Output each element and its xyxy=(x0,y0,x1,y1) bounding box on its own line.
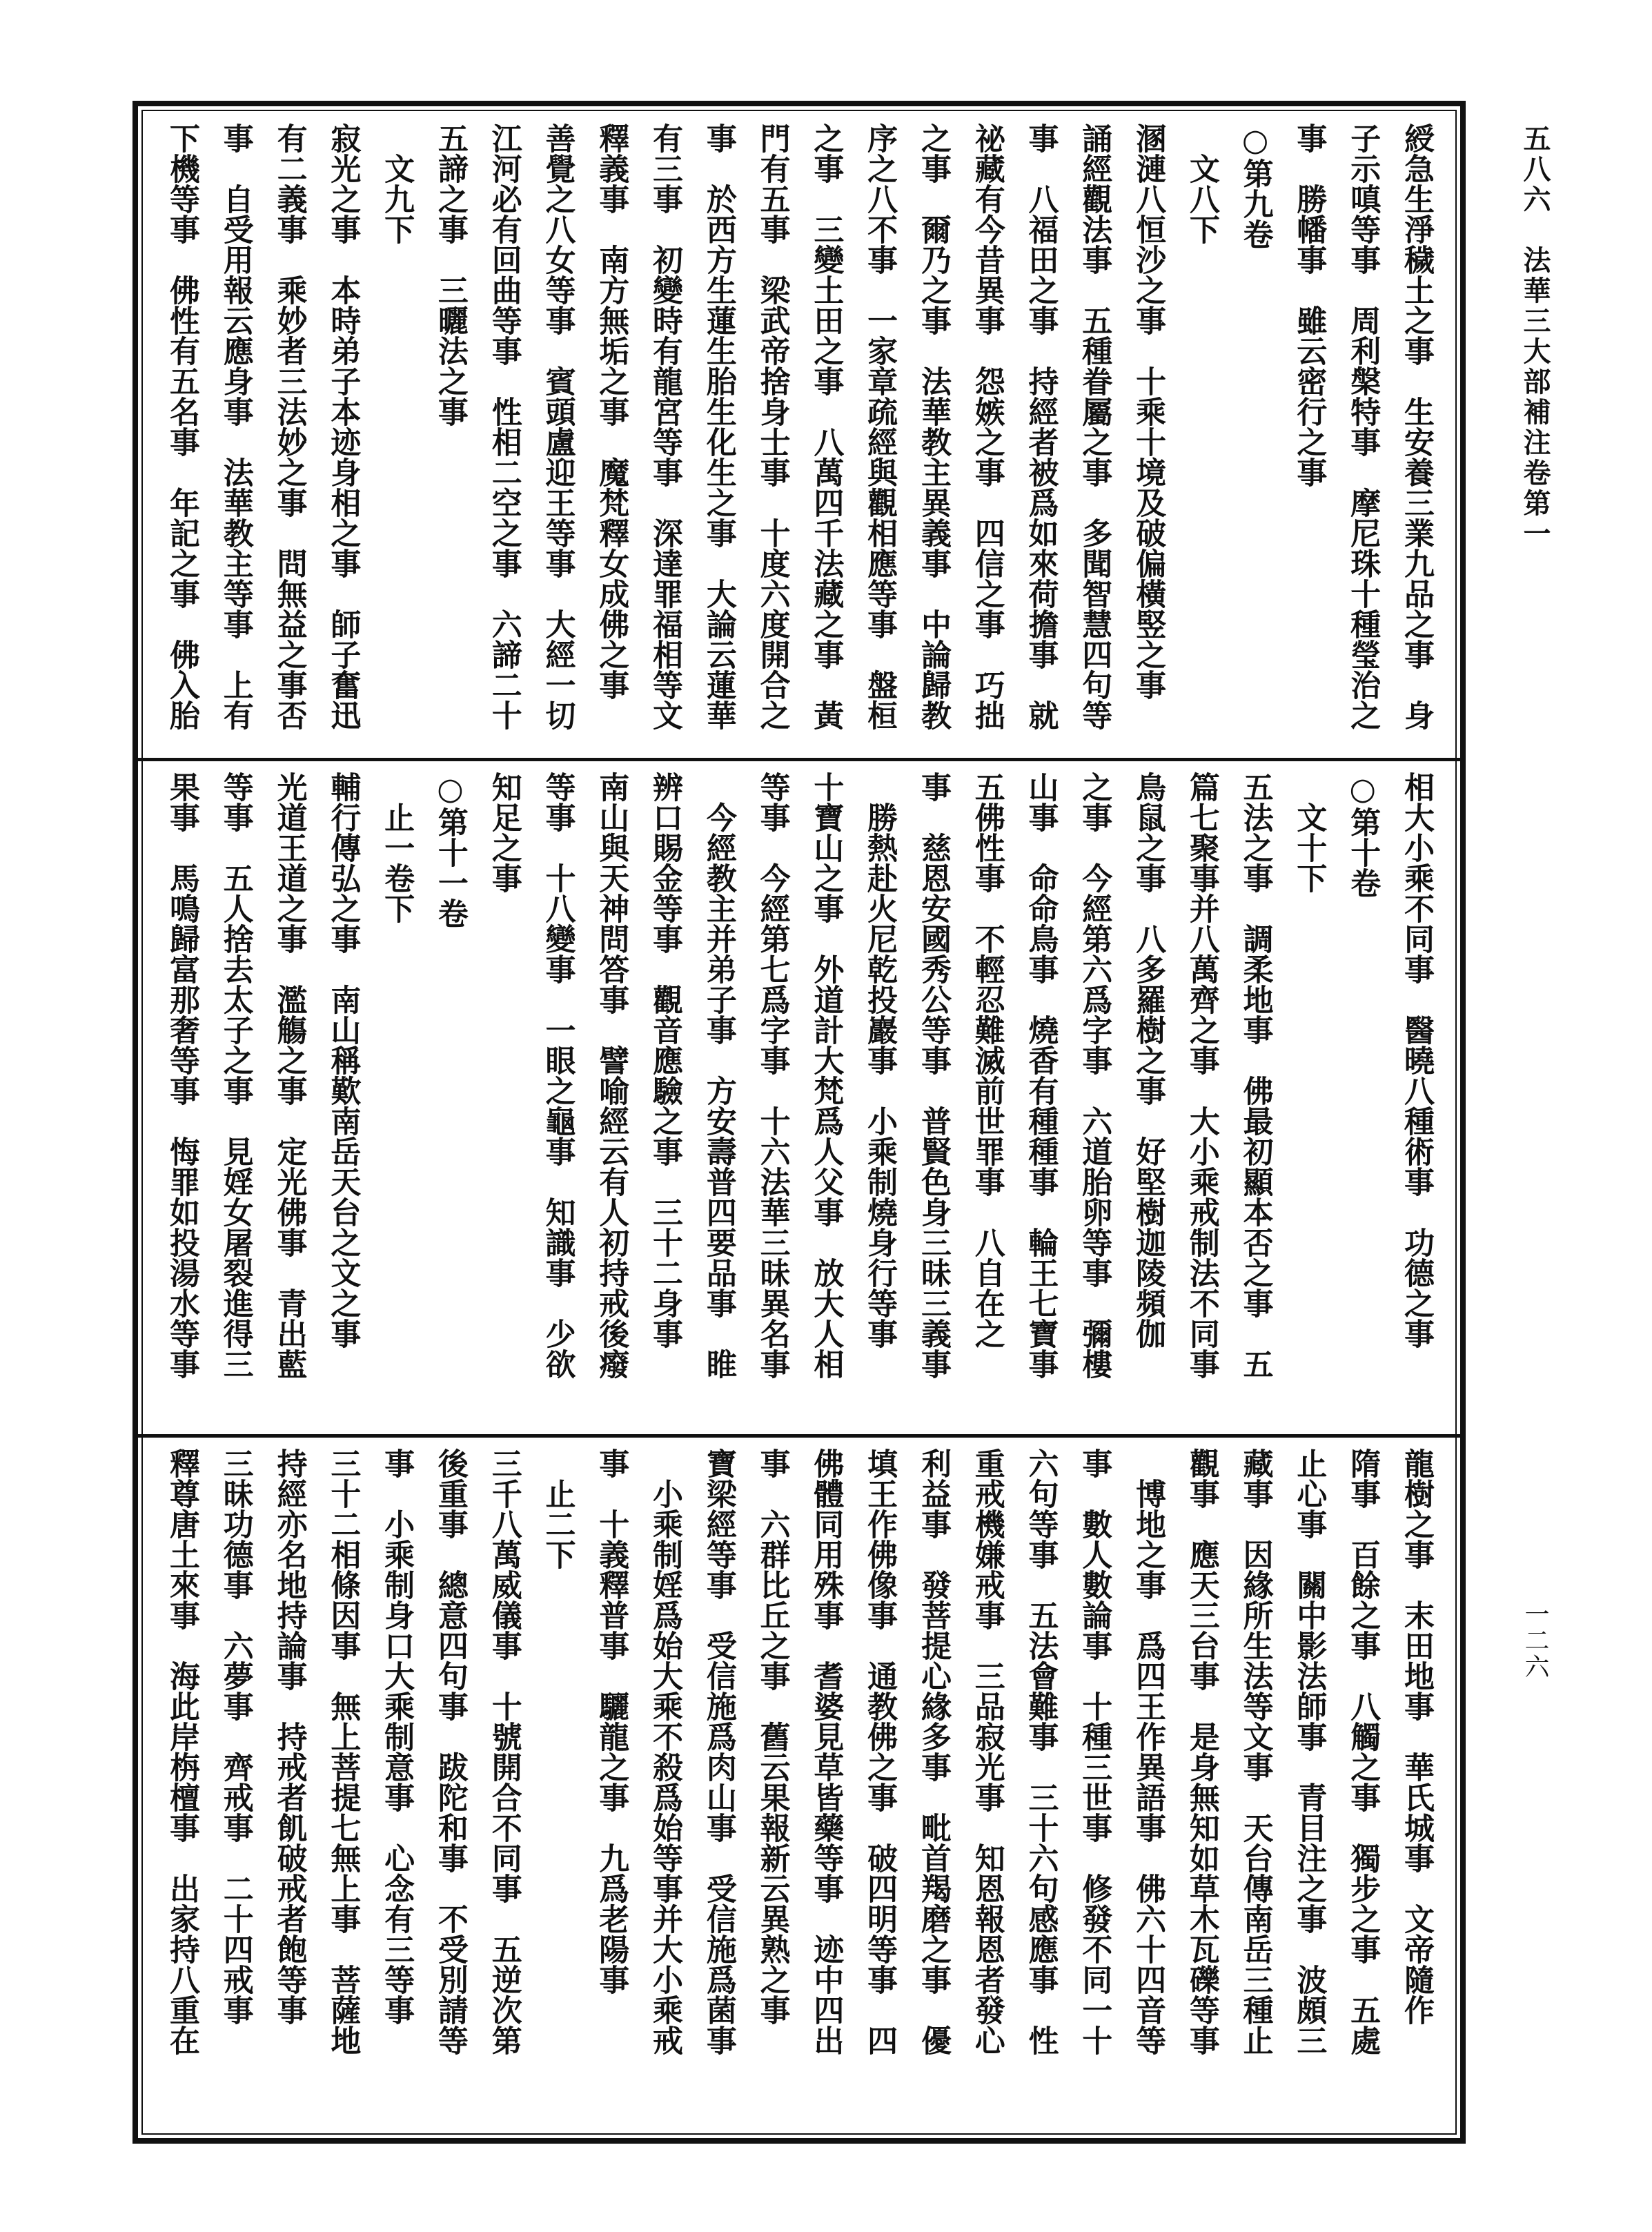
text-column: 等事 十八變事 一眼之龜事 知識事 少欲 xyxy=(540,772,576,1379)
text-column: 五法之事 調柔地事 佛最初顯本否之事 五 xyxy=(1237,772,1273,1379)
text-column: 重戒機嫌戒事 三品寂光事 知恩報恩者發心 xyxy=(969,1448,1005,2055)
text-column: 知足之事 xyxy=(486,772,522,893)
text-column: 有二義事 乘妙者三法妙之事 問無益之事否 xyxy=(271,123,307,730)
text-column: ○第十卷 xyxy=(1345,772,1381,898)
text-column: 文八下 xyxy=(1183,123,1219,244)
text-column: 果事 馬鳴歸富那奢等事 悔罪如投湯水等事 xyxy=(164,772,199,1379)
text-column: 寶梁經等事 受信施爲肉山事 受信施爲菌事 xyxy=(700,1448,736,2055)
text-column: 龍樹之事 末田地事 華氏城事 文帝隨作 xyxy=(1398,1448,1434,2025)
text-column: 事 小乘制身口大乘制意事 心念有三等事 xyxy=(379,1448,415,2025)
text-column: 文十下 xyxy=(1291,772,1327,893)
text-column: 篇七聚事并八萬齊之事 大小乘戒制法不同事 xyxy=(1183,772,1219,1379)
text-column: 南山與天神問答事 譬喻經云有人初持戒後癈 xyxy=(593,772,629,1379)
text-column: 之事 爾乃之事 法華教主異義事 中論歸教 xyxy=(915,123,951,730)
text-column: 止心事 關中影法師事 青目注之事 波頗三 xyxy=(1291,1448,1327,2055)
text-column: 相大小乘不同事 醫曉八種術事 功德之事 xyxy=(1398,772,1434,1349)
text-column: 等事 今經第七爲字事 十六法華三昧異名事 xyxy=(754,772,790,1379)
text-column: 藏事 因緣所生法等文事 天台傳南岳三種止 xyxy=(1237,1448,1273,2055)
text-column: 事 數人數論事 十種三世事 修發不同一十 xyxy=(1076,1448,1112,2055)
text-column: 隋事 百餘之事 八觸之事 獨步之事 五處 xyxy=(1345,1448,1381,2055)
running-header: 五八六 法華三大部補注卷第一 xyxy=(1519,124,1551,549)
text-column: 三千八萬威儀事 十號開合不同事 五逆次第 xyxy=(486,1448,522,2055)
text-column: 文九下 xyxy=(379,123,415,244)
text-panel-top xyxy=(155,123,1442,747)
text-column: ○第十一卷 xyxy=(432,772,468,928)
text-column: 門有五事 梁武帝捨身士事 十度六度開合之 xyxy=(754,123,790,730)
text-column: 序之八不事 一家章疏經與觀相應等事 盤桓 xyxy=(862,123,898,730)
text-column: 寂光之事 本時弟子本迹身相之事 師子奮迅 xyxy=(325,123,361,730)
text-column: 山事 命命鳥事 燒香有種種事 輪王七寶事 xyxy=(1023,772,1059,1379)
text-column: 之事 三變土田之事 八萬四千法藏之事 黃 xyxy=(808,123,844,730)
text-column: 事 六群比丘之事 舊云果報新云異熟之事 xyxy=(754,1448,790,2025)
text-column: 止一卷下 xyxy=(379,772,415,923)
text-column: 之事 今經第六爲字事 六道胎卵等事 彌樓 xyxy=(1076,772,1112,1379)
text-column: 六句等事 五法會難事 三十六句感應事 性 xyxy=(1023,1448,1059,2055)
text-column: 釋尊唐土來事 海此岸栴檀事 出家持八重在 xyxy=(164,1448,199,2055)
section-divider xyxy=(132,758,1466,761)
text-column: 江河必有回曲等事 性相二空之事 六諦二十 xyxy=(486,123,522,730)
text-column: 辨口賜金等事 觀音應驗之事 三十二身事 xyxy=(647,772,683,1349)
text-column: 事 自受用報云應身事 法華教主等事 上有 xyxy=(217,123,253,730)
text-column: 佛體同用殊事 耆婆見草皆藥等事 迹中四出 xyxy=(808,1448,844,2055)
text-column: 持經亦名地持論事 持戒者飢破戒者飽等事 xyxy=(271,1448,307,2025)
text-column: 善覺之八女等事 賓頭盧迎王等事 大經一切 xyxy=(540,123,576,730)
text-panel-middle xyxy=(155,772,1442,1424)
text-column: 觀事 應天三台事 是身無知如草木瓦礫等事 xyxy=(1183,1448,1219,2055)
page-number: 一二六 xyxy=(1521,1601,1549,1680)
text-column: 綬急生淨穢土之事 生安養三業九品之事 身 xyxy=(1398,123,1434,730)
text-column: 鳥鼠之事 八多羅樹之事 好堅樹迦陵頻伽 xyxy=(1130,772,1166,1349)
text-column: 事 慈恩安國秀公等事 普賢色身三昧三義事 xyxy=(915,772,951,1379)
text-column: 溷漣八恒沙之事 十乘十境及破偏橫竪之事 xyxy=(1130,123,1166,700)
text-column: 今經教主并弟子事 方安壽普四要品事 睢 xyxy=(700,772,736,1379)
text-column: 光道王道之事 濫觴之事 定光佛事 青出藍 xyxy=(271,772,307,1379)
text-column: 利益事 發菩提心緣多事 毗首羯磨之事 優 xyxy=(915,1448,951,2055)
text-column: 事 十義釋普事 驪龍之事 九爲老陽事 xyxy=(593,1448,629,1995)
text-column: 事 勝幡事 雖云密行之事 xyxy=(1291,123,1327,487)
text-column: 五諦之事 三曬法之事 xyxy=(432,123,468,427)
text-column: 三昧功德事 六夢事 齊戒事 二十四戒事 xyxy=(217,1448,253,2025)
text-column: 三十二相條因事 無上菩提七無上事 菩薩地 xyxy=(325,1448,361,2055)
text-panel-bottom xyxy=(155,1448,1442,2124)
text-column: 有三事 初變時有龍宮等事 深達罪福相等文 xyxy=(647,123,683,730)
text-column: 誦經觀法事 五種眷屬之事 多聞智慧四句等 xyxy=(1076,123,1112,730)
text-column: 事 八福田之事 持經者被爲如來荷擔事 就 xyxy=(1023,123,1059,730)
text-column: ○第九卷 xyxy=(1237,123,1273,249)
text-column: 事 於西方生蓮生胎生化生之事 大論云蓮華 xyxy=(700,123,736,730)
text-column: 填王作佛像事 通教佛之事 破四明等事 四 xyxy=(862,1448,898,2055)
text-column: 下機等事 佛性有五名事 年記之事 佛入胎 xyxy=(164,123,199,730)
section-divider xyxy=(132,1434,1466,1438)
text-column: 止二下 xyxy=(540,1448,576,1569)
text-column: 勝熱赴火尼乾投巖事 小乘制燒身行等事 xyxy=(862,772,898,1349)
text-column: 五佛性事 不輕忍難滅前世罪事 八自在之 xyxy=(969,772,1005,1349)
text-column: 小乘制婬爲始大乘不殺爲始等事并大小乘戒 xyxy=(647,1448,683,2055)
text-column: 博地之事 爲四王作異語事 佛六十四音等 xyxy=(1130,1448,1166,2055)
text-column: 後重事 總意四句事 跋陀和事 不受別請等 xyxy=(432,1448,468,2055)
text-column: 子示嗔等事 周利槃特事 摩尼珠十種瑩治之 xyxy=(1345,123,1381,730)
text-column: 祕藏有今昔異事 怨嫉之事 四信之事 巧拙 xyxy=(969,123,1005,730)
text-column: 釋義事 南方無垢之事 魔梵釋女成佛之事 xyxy=(593,123,629,700)
text-column: 等事 五人捨去太子之事 見婬女屠裂進得三 xyxy=(217,772,253,1379)
text-column: 輔行傳弘之事 南山稱歎南岳天台之文之事 xyxy=(325,772,361,1349)
text-column: 十寶山之事 外道計大梵爲人父事 放大人相 xyxy=(808,772,844,1379)
